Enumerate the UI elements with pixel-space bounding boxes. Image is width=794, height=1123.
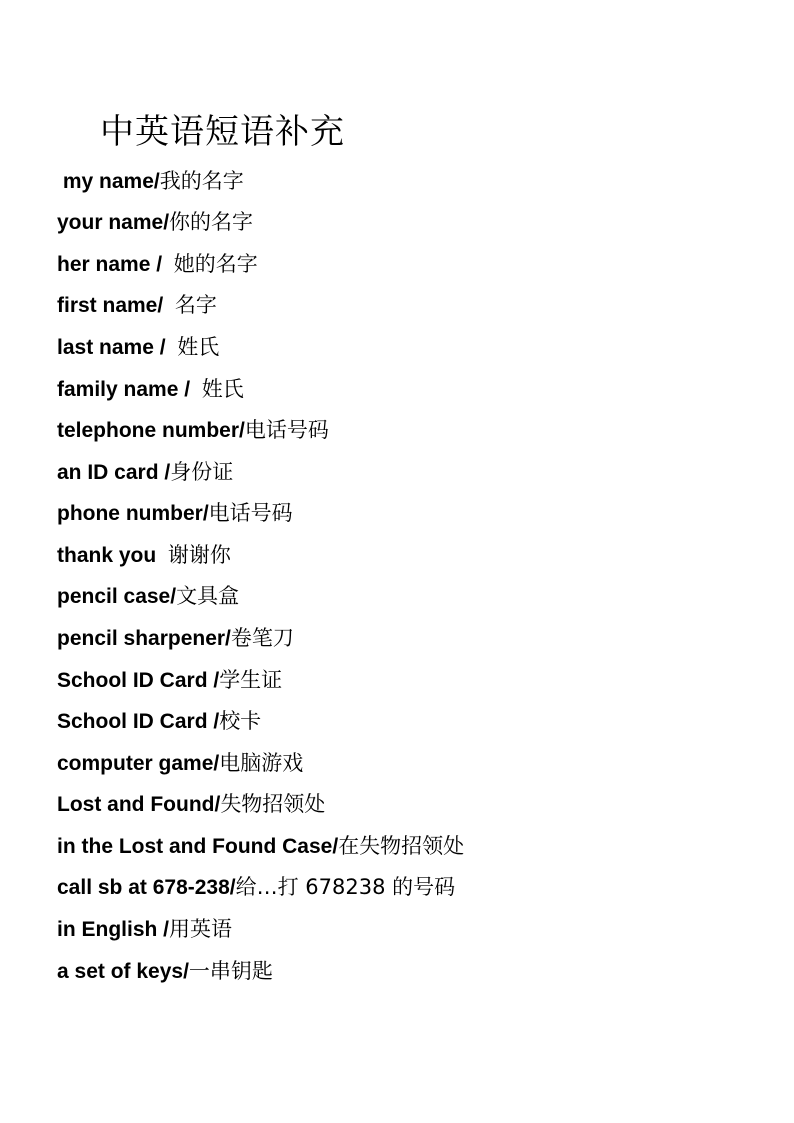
phrase-line xyxy=(57,417,329,444)
phrase-english: family name / xyxy=(57,378,202,401)
phrase-chinese: 我的名字 xyxy=(159,169,244,193)
phrase-chinese: 电话号码 xyxy=(244,418,329,442)
phrase-english: your name/ xyxy=(57,211,170,234)
phrase-english: Lost and Found/ xyxy=(57,793,221,816)
phrase-chinese: 一串钥匙 xyxy=(188,959,273,983)
phrase-chinese: 在失物招领处 xyxy=(338,834,465,858)
phrase-chinese: 用英语 xyxy=(169,917,233,941)
phrase-english: phone number/ xyxy=(57,502,209,525)
phrase-english: pencil case/ xyxy=(57,585,177,608)
phrase-line xyxy=(57,542,231,569)
phrase-chinese: 姓氏 xyxy=(201,377,244,401)
phrase-english: telephone number/ xyxy=(57,419,245,442)
phrase-line xyxy=(57,292,217,319)
phrase-chinese: 姓氏 xyxy=(177,335,220,359)
phrase-english: an ID card / xyxy=(57,461,171,484)
phrase-chinese: 谢谢你 xyxy=(167,543,231,567)
phrase-english: in the Lost and Found Case/ xyxy=(57,835,339,858)
phrase-line xyxy=(57,209,253,236)
phrase-line xyxy=(57,916,232,943)
phrase-english: computer game/ xyxy=(57,752,220,775)
phrase-english: School ID Card / xyxy=(57,669,220,692)
phrase-line xyxy=(57,750,303,777)
phrase-chinese: 身份证 xyxy=(170,460,234,484)
phrase-chinese: 失物招领处 xyxy=(220,792,326,816)
phrase-line xyxy=(57,833,464,860)
phrase-line xyxy=(57,791,325,818)
phrase-line xyxy=(57,958,273,985)
phrase-english: her name / xyxy=(57,253,174,276)
phrase-english: School ID Card / xyxy=(57,710,220,733)
phrase-chinese: 名字 xyxy=(174,293,217,317)
phrase-chinese: 电话号码 xyxy=(208,501,293,525)
phrase-english: a set of keys/ xyxy=(57,960,189,983)
phrase-english: last name / xyxy=(57,336,178,359)
phrase-chinese: 电脑游戏 xyxy=(219,751,304,775)
phrase-line xyxy=(57,874,455,901)
page-title: 中英语短语补充 xyxy=(100,112,345,152)
phrase-chinese: 给…打 678238 的号码 xyxy=(235,875,456,899)
phrase-english: call sb at 678-238/ xyxy=(57,876,236,899)
phrase-line xyxy=(57,251,258,278)
phrase-line xyxy=(57,583,239,610)
phrase-chinese: 校卡 xyxy=(219,709,262,733)
phrase-chinese: 卷笔刀 xyxy=(230,626,294,650)
phrase-chinese: 文具盒 xyxy=(176,584,240,608)
phrase-english: thank you xyxy=(57,544,168,567)
phrase-chinese: 学生证 xyxy=(219,668,283,692)
phrase-line xyxy=(57,168,244,195)
phrase-line xyxy=(57,500,293,527)
phrase-line xyxy=(57,667,282,694)
phrase-line xyxy=(57,459,233,486)
phrase-english: pencil sharpener/ xyxy=(57,627,231,650)
phrase-chinese: 你的名字 xyxy=(169,210,254,234)
phrase-line xyxy=(57,376,244,403)
phrase-english: first name/ xyxy=(57,294,175,317)
phrase-line xyxy=(57,625,294,652)
phrase-english: in English / xyxy=(57,918,170,941)
phrase-chinese: 她的名字 xyxy=(173,252,258,276)
phrase-english: my name/ xyxy=(57,170,160,193)
phrase-line xyxy=(57,334,219,361)
phrase-line xyxy=(57,708,261,735)
